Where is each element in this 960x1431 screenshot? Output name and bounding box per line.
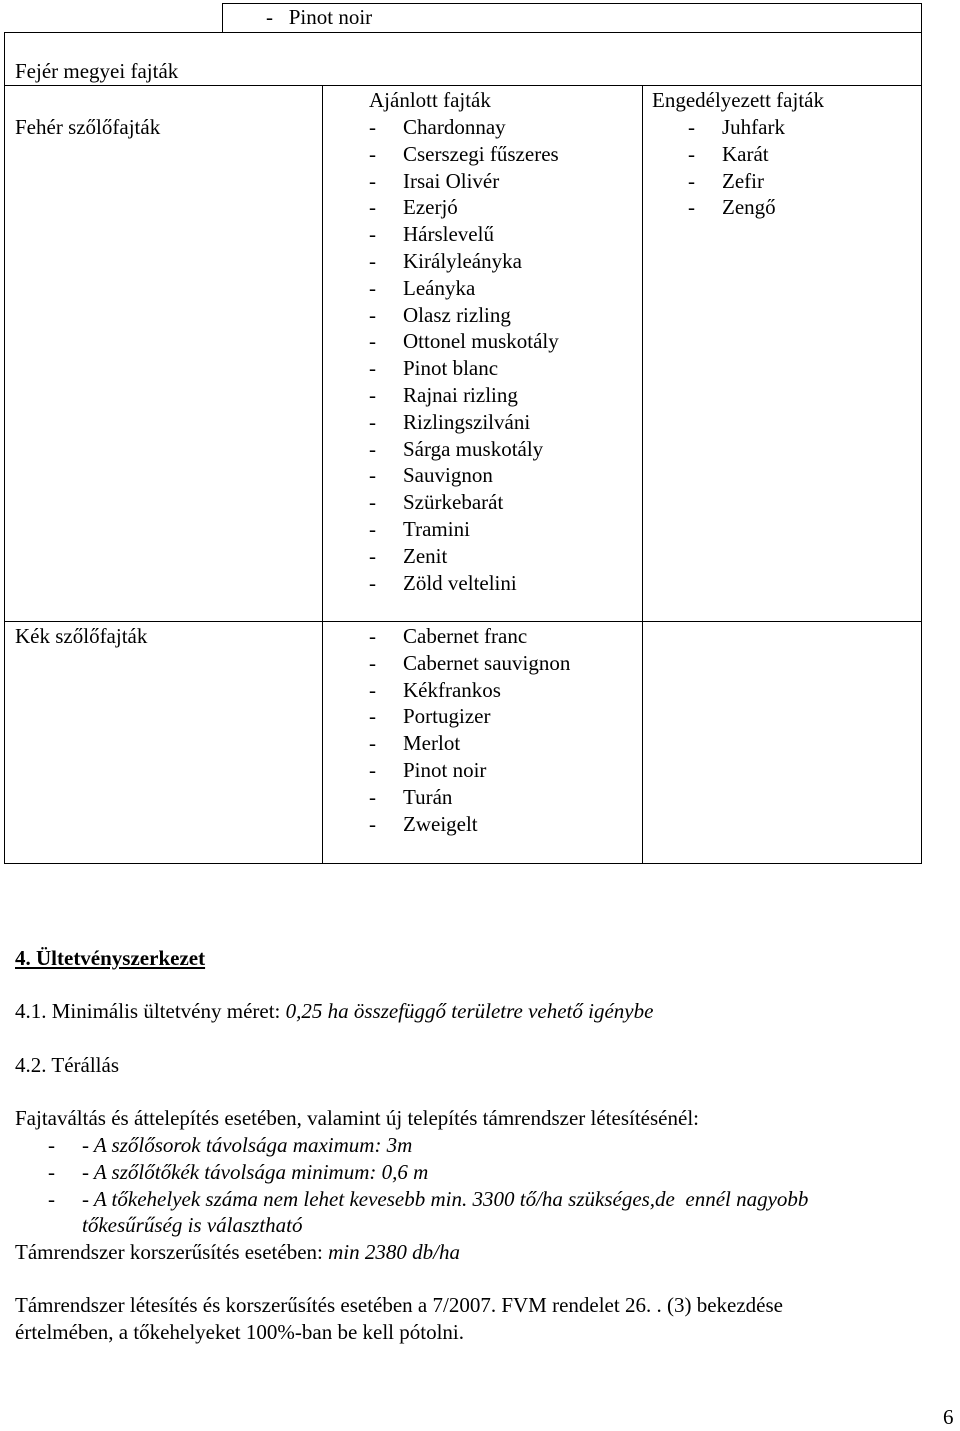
list-item-text: Kékfrankos <box>403 677 501 702</box>
list-item-text: Cabernet sauvignon <box>403 650 571 675</box>
table-border-row-separator <box>4 621 922 622</box>
list-item <box>369 168 559 195</box>
list-dash: - <box>369 516 376 541</box>
list-dash: - <box>369 543 376 568</box>
list-item <box>369 570 559 597</box>
column-header-allowed: Engedélyezett fajták <box>652 88 824 112</box>
list-item <box>688 114 785 141</box>
list-item-text: Cabernet franc <box>403 624 528 648</box>
paragraph-regulation-line2: értelmében, a tőkehelyeket 100%-ban be kell pótolni. <box>15 1320 465 1344</box>
list-item-text: Karát <box>722 141 769 166</box>
list-dash: - <box>369 463 376 488</box>
list-dash: - <box>688 168 695 193</box>
list-dash: - <box>369 222 376 247</box>
list-item <box>369 275 559 302</box>
list-item-text: Ezerjó <box>403 195 458 220</box>
list-item-text: Tramini <box>403 516 470 541</box>
list-item <box>369 677 570 704</box>
list-dash: - <box>688 115 695 139</box>
list-dash: - <box>369 248 376 273</box>
list-dash: - <box>369 356 376 381</box>
list-dash: - <box>369 436 376 461</box>
list-item-text: Chardonnay <box>403 115 506 139</box>
list-item <box>369 409 559 436</box>
list-item <box>369 703 570 730</box>
list-item <box>369 194 559 221</box>
list-dash: - <box>369 302 376 327</box>
list-dash: - <box>369 757 376 782</box>
row-label-red: Kék szőlőfajták <box>15 624 148 648</box>
list-item <box>369 355 559 382</box>
bullet-item-1: - A szőlősorok távolsága maximum: 3m <box>82 1133 413 1157</box>
list-item-text: Zöld veltelini <box>403 570 517 595</box>
list-item-text: Juhfark <box>722 115 785 139</box>
paragraph-min-size-label: 4.1. Minimális ültetvény méret: <box>15 999 286 1023</box>
list-item-text: Szürkebarát <box>403 490 504 515</box>
list-item <box>369 141 559 168</box>
page-number: 6 <box>943 1405 954 1429</box>
list-item <box>369 462 559 489</box>
list-item-text: Rajnai rizling <box>403 382 518 407</box>
list-item <box>369 248 559 275</box>
list-dash: - <box>369 409 376 434</box>
list-item <box>369 328 559 355</box>
paragraph-min-size-value: 0,25 ha összefüggő területre vehető igénybe <box>285 999 654 1023</box>
bullet-item-3: - A tőkehelyek száma nem lehet kevesebb min. 3300 tő/ha szükséges,de ennél nagyobb <box>82 1187 809 1211</box>
white-allowed-list <box>688 114 785 221</box>
paragraph-min-size <box>15 998 653 1025</box>
list-item <box>369 784 570 811</box>
bullet-item-2: - A szőlőtőkék távolsága minimum: 0,6 m <box>82 1160 429 1184</box>
list-dash: - <box>369 195 376 220</box>
top-cell-border-right <box>921 3 922 32</box>
paragraph-spacing-title: 4.2. Térállás <box>15 1053 119 1077</box>
list-item-text: Rizlingszilváni <box>403 409 531 434</box>
list-item-text: Zengő <box>722 195 776 220</box>
list-item <box>688 194 785 221</box>
list-item <box>369 436 559 463</box>
list-dash: - <box>369 490 376 515</box>
list-dash: - <box>369 141 376 166</box>
list-item-text: Zefir <box>722 168 764 193</box>
paragraph-modernization <box>15 1239 460 1266</box>
list-dash: - <box>369 168 376 193</box>
list-dash: - <box>688 195 695 220</box>
list-item <box>369 382 559 409</box>
top-cell-border-left <box>222 3 223 32</box>
list-dash: - <box>369 784 376 809</box>
list-item-text: Irsai Olivér <box>403 168 500 193</box>
red-recommended-list <box>369 623 570 837</box>
paragraph-regulation-line1: Támrendszer létesítés és korszerűsítés esetében a 7/2007. FVM rendelet 26. . (3) bekezdése <box>15 1293 783 1317</box>
list-item <box>369 516 559 543</box>
list-item-text: Pinot blanc <box>403 356 499 381</box>
list-item <box>369 543 559 570</box>
list-item-text: Sárga muskotály <box>403 436 544 461</box>
list-dash: - <box>369 570 376 595</box>
table-divider-col1 <box>322 85 323 864</box>
list-item <box>369 811 570 838</box>
list-item-text: Hárslevelű <box>403 222 494 247</box>
list-item-text: Zenit <box>403 543 448 568</box>
bullet-dash-1: - <box>48 1133 55 1157</box>
list-item-text: Olasz rizling <box>403 302 511 327</box>
list-item <box>369 623 570 650</box>
bullet-dash-2: - <box>48 1160 55 1184</box>
list-item-text: Zweigelt <box>403 811 478 836</box>
row-label-white: Fehér szőlőfajták <box>15 115 161 139</box>
list-dash: - <box>369 329 376 354</box>
list-item-text: Sauvignon <box>403 463 493 488</box>
list-item-text: Ottonel muskotály <box>403 329 559 354</box>
bullet-dash-3: - <box>48 1187 55 1211</box>
table-divider-col2 <box>642 85 643 864</box>
top-cell-border-bottom <box>4 32 922 33</box>
list-item-text: Cserszegi fűszeres <box>403 141 559 166</box>
list-item <box>369 730 570 757</box>
list-dash: - <box>369 704 376 729</box>
paragraph-modernization-value: min 2380 db/ha <box>328 1240 460 1264</box>
section-heading: 4. Ültetvényszerkezet <box>15 946 206 970</box>
column-header-recommended: Ajánlott fajták <box>369 88 491 112</box>
list-dash: - <box>369 382 376 407</box>
list-dash: - <box>369 650 376 675</box>
list-dash: - <box>369 811 376 836</box>
list-dash: - <box>369 624 376 648</box>
list-item <box>369 489 559 516</box>
list-dash: - <box>688 141 695 166</box>
table-border-bottom <box>4 863 922 864</box>
list-item <box>688 168 785 195</box>
list-item-text: Királyleányka <box>403 248 522 273</box>
list-item <box>369 650 570 677</box>
white-recommended-list <box>369 114 559 596</box>
list-item <box>369 757 570 784</box>
table-border-left <box>4 32 5 864</box>
list-dash: - <box>369 275 376 300</box>
list-item-text: Merlot <box>403 731 461 756</box>
paragraph-intro: Fajtaváltás és áttelepítés esetében, valamint új telepítés támrendszer létesítésénél: <box>15 1106 699 1130</box>
table-border-right <box>921 32 922 864</box>
paragraph-modernization-label: Támrendszer korszerűsítés esetében: <box>15 1240 329 1264</box>
list-dash: - <box>369 677 376 702</box>
list-item <box>369 302 559 329</box>
list-item <box>369 114 559 141</box>
list-item-text: Turán <box>403 784 453 809</box>
bullet-item-3-continuation: tőkesűrűség is választható <box>82 1213 303 1237</box>
list-item <box>369 221 559 248</box>
list-item-text: Portugizer <box>403 704 491 729</box>
list-dash: - <box>369 731 376 756</box>
list-item-text: Pinot noir <box>403 757 487 782</box>
list-item <box>688 141 785 168</box>
top-cell-text: - Pinot noir <box>266 5 373 29</box>
table-header-title: Fejér megyei fajták <box>15 59 179 83</box>
list-item-text: Leányka <box>403 275 476 300</box>
list-dash: - <box>369 115 376 139</box>
table-border-header-row <box>4 85 922 86</box>
